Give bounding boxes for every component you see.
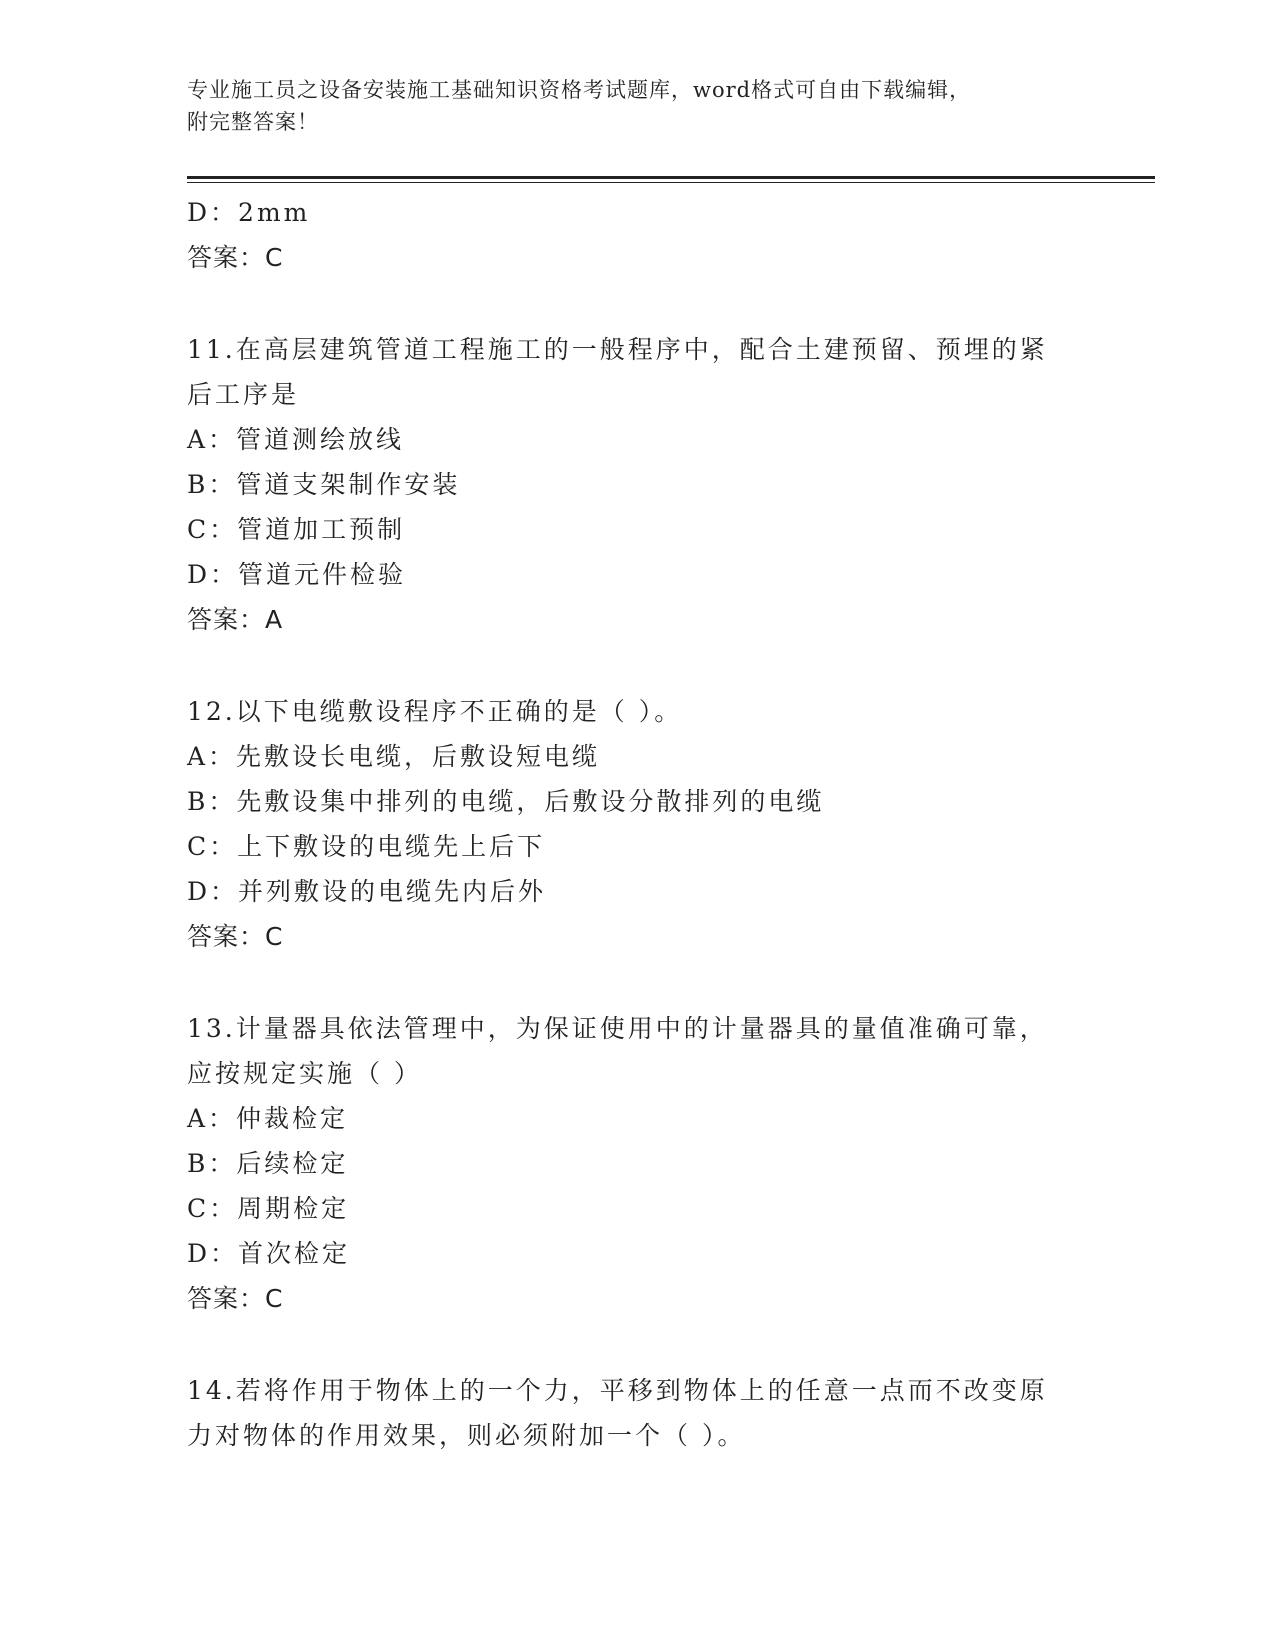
- header-divider-thin: [187, 182, 1155, 183]
- header-divider: [187, 176, 1155, 179]
- question-stem: 13.计量器具依法管理中，为保证使用中的计量器具的量值准确可靠，: [187, 1014, 1048, 1043]
- question-12: [187, 689, 1087, 959]
- option-b: B：管道支架制作安装: [187, 470, 461, 499]
- header-line-1: 专业施工员之设备安装施工基础知识资格考试题库，word格式可自由下载编辑，: [187, 78, 972, 102]
- option-d: D：管道元件检验: [187, 560, 407, 589]
- option-d: D：2mm: [187, 198, 311, 227]
- option-d: D：并列敷设的电缆先内后外: [187, 877, 547, 906]
- answer: 答案：C: [187, 1284, 284, 1313]
- question-stem: 11.在高层建筑管道工程施工的一般程序中，配合土建预留、预埋的紧: [187, 335, 1048, 364]
- question-stem: 14.若将作用于物体上的一个力，平移到物体上的任意一点而不改变原: [187, 1376, 1048, 1405]
- option-a: A：管道测绘放线: [187, 425, 405, 454]
- option-a: A：先敷设长电缆，后敷设短电缆: [187, 742, 601, 771]
- question-13: [187, 1006, 1087, 1321]
- question-stem-cont: 后工序是: [187, 380, 300, 409]
- question-stem-cont: 力对物体的作用效果，则必须附加一个（ ）。: [187, 1421, 746, 1450]
- option-a: A：仲裁检定: [187, 1104, 349, 1133]
- document-header: [187, 74, 1067, 138]
- question-stem-cont: 应按规定实施（ ）: [187, 1059, 422, 1088]
- answer: 答案：C: [187, 922, 284, 951]
- question-stem: 12.以下电缆敷设程序不正确的是（ ）。: [187, 697, 683, 726]
- question-11: [187, 327, 1087, 642]
- option-c: C：管道加工预制: [187, 515, 406, 544]
- question-list: [187, 190, 1087, 1458]
- answer: 答案：A: [187, 605, 284, 634]
- header-line-2: 附完整答案！: [187, 110, 319, 134]
- option-b: B：先敷设集中排列的电缆，后敷设分散排列的电缆: [187, 787, 825, 816]
- option-c: C：上下敷设的电缆先上后下: [187, 832, 546, 861]
- option-c: C：周期检定: [187, 1194, 350, 1223]
- answer: 答案：C: [187, 243, 284, 272]
- option-d: D：首次检定: [187, 1239, 351, 1268]
- option-b: B：后续检定: [187, 1149, 349, 1178]
- question-14: [187, 1368, 1087, 1458]
